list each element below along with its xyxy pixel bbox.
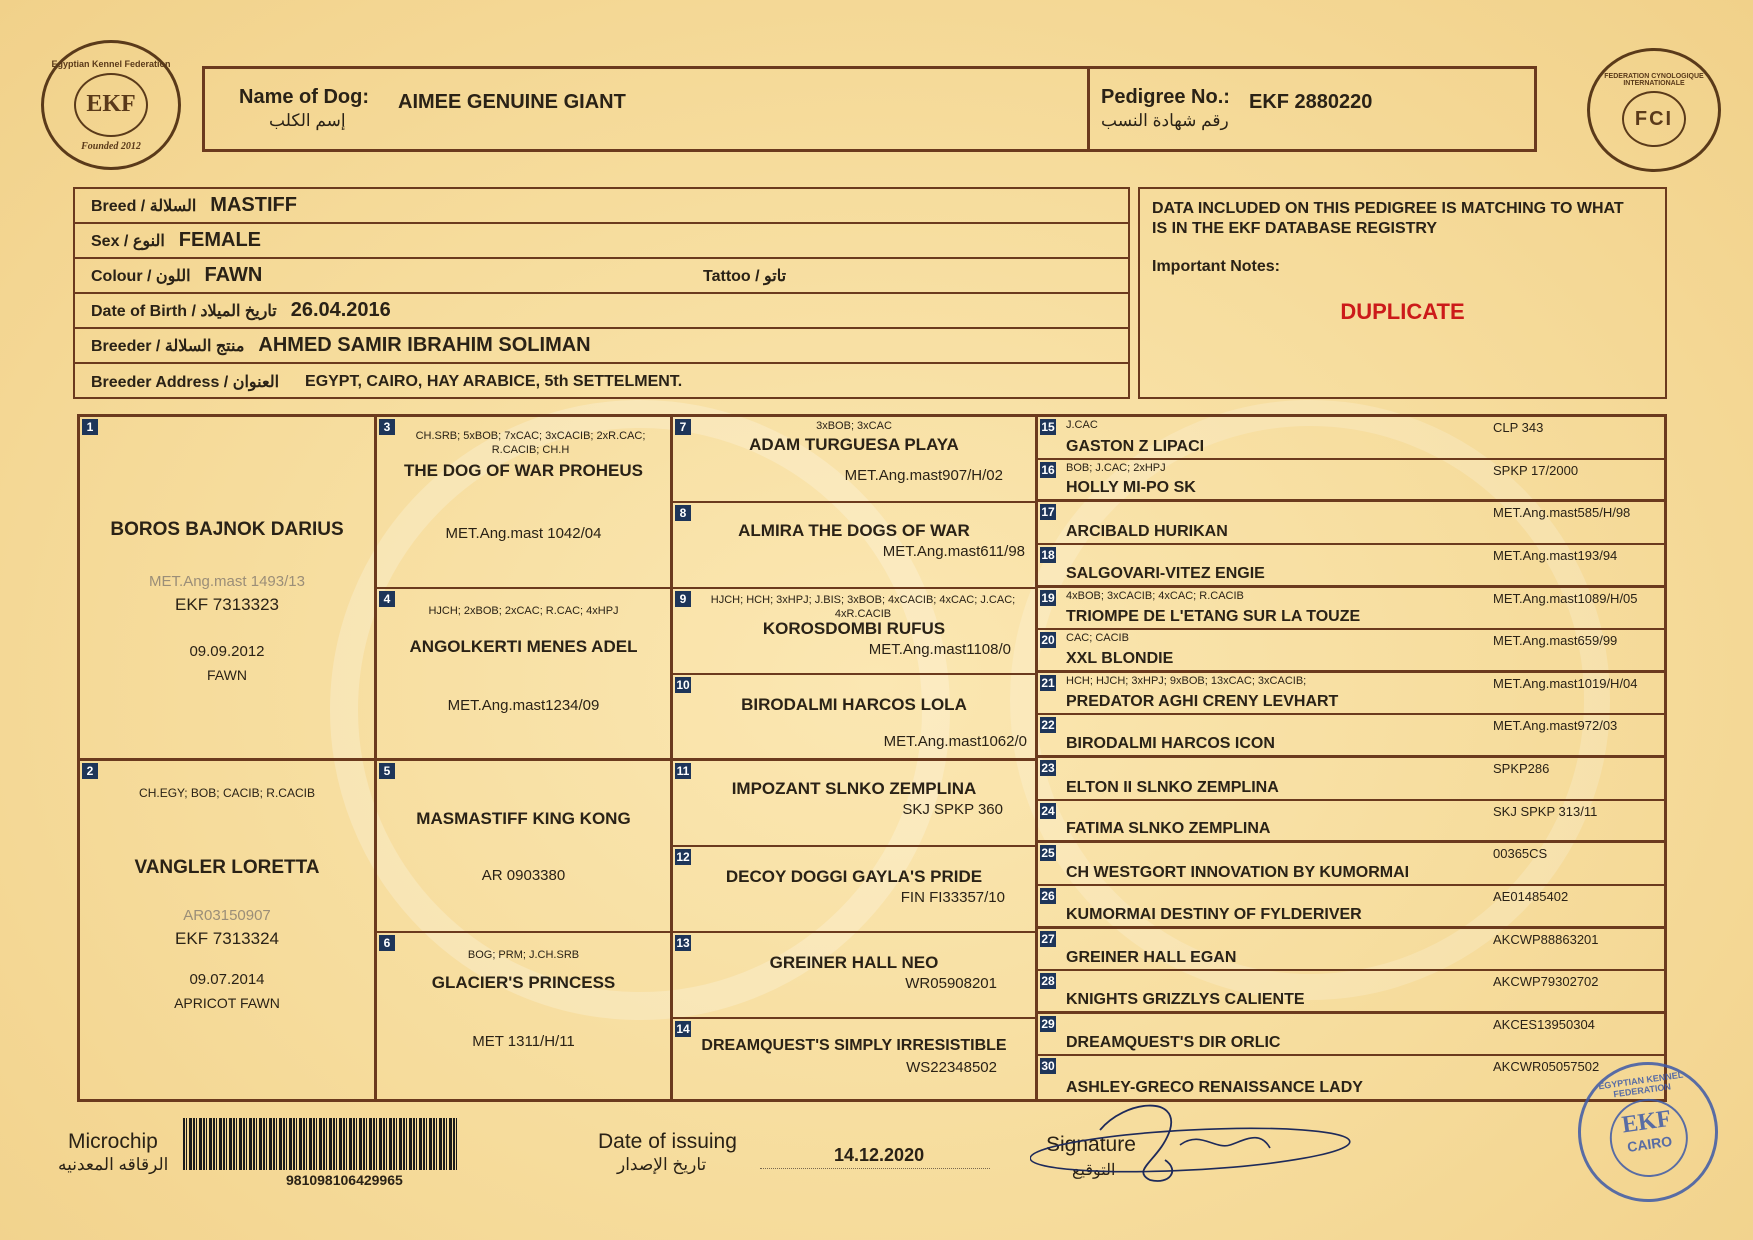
ancestor-titles: CH.SRB; 5xBOB; 7xCAC; 3xCACIB; 2xR.CAC; R.CACIB; CH.H	[415, 430, 646, 456]
ancestor-titles: CAC; CACIB	[1066, 632, 1129, 645]
ancestor-10	[673, 675, 1035, 761]
ancestor-9	[673, 589, 1035, 675]
ancestor-dob: 09.09.2012	[189, 643, 265, 660]
signature-label-ar: التوقيع	[1072, 1162, 1116, 1179]
ancestor-25	[1038, 843, 1664, 886]
ancestor-titles: BOG; PRM; J.CH.SRB	[467, 949, 580, 961]
ancestor-7	[673, 417, 1035, 503]
stamp-city-text: CAIRO	[1626, 1132, 1674, 1155]
ancestor-registration: AKCWP88863201	[1493, 931, 1599, 947]
ancestor-number: 16	[1041, 462, 1055, 477]
ancestor-4	[377, 589, 670, 761]
ancestor-titles: CH.EGY; BOB; CACIB; R.CACIB	[139, 786, 315, 800]
ancestor-name: ANGOLKERTI MENES ADEL	[409, 637, 638, 656]
ancestor-registration: SKJ SPKP 360	[902, 801, 1003, 818]
ancestor-29	[1038, 1014, 1664, 1057]
ancestor-number: 17	[1041, 505, 1055, 520]
ekf-logo-text: EKF	[86, 91, 136, 117]
ancestor-3	[377, 417, 670, 589]
ancestor-18	[1038, 545, 1664, 588]
ancestor-name: KNIGHTS GRIZZLYS CALIENTE	[1066, 990, 1305, 1008]
ancestor-22	[1038, 715, 1664, 758]
ancestor-number: 1	[82, 419, 98, 435]
ancestor-number: 23	[1041, 761, 1055, 775]
ancestor-name: ALMIRA THE DOGS OF WAR	[738, 521, 970, 540]
ancestor-name: BIRODALMI HARCOS ICON	[1066, 735, 1275, 752]
colour-row	[75, 259, 1128, 294]
ancestor-name: MASMASTIFF KING KONG	[416, 809, 631, 828]
address-label: Breeder Address / العنوان	[91, 374, 280, 391]
ancestor-name: GREINER HALL NEO	[769, 953, 939, 972]
generation-2	[377, 417, 673, 1099]
database-note-line1: DATA INCLUDED ON THIS PEDIGREE IS MATCHING TO WHAT	[1152, 200, 1624, 217]
ancestor-registration: SPKP 17/2000	[1493, 462, 1579, 478]
ancestor-19	[1038, 588, 1664, 631]
ancestor-colour: FAWN	[207, 667, 247, 683]
sex-row	[75, 224, 1128, 259]
fci-logo	[1587, 48, 1721, 172]
microchip-barcode	[183, 1118, 459, 1170]
ancestor-registration: WS22348502	[906, 1059, 997, 1076]
ancestor-number: 30	[1041, 1059, 1055, 1074]
ancestor-number: 14	[676, 1022, 690, 1036]
ancestor-registration: MET.Ang.mast585/H/98	[1493, 505, 1631, 521]
ekf-logo	[41, 40, 181, 170]
ancestor-registration: MET.Ang.mast193/94	[1493, 547, 1618, 563]
ancestor-name: CH WESTGORT INNOVATION BY KUMORMAI	[1066, 863, 1410, 881]
stamp-ring-text: EGYPTIAN KENNEL FEDERATION	[1597, 1069, 1684, 1100]
ancestor-1	[80, 417, 374, 761]
ancestor-titles: HJCH; 2xBOB; 2xCAC; R.CAC; 4xHPJ	[428, 605, 619, 617]
ancestor-26	[1038, 886, 1664, 929]
ancestor-8	[673, 503, 1035, 589]
ancestor-name: GASTON Z LIPACI	[1066, 437, 1205, 455]
ancestor-name: IMPOZANT SLNKO ZEMPLINA	[731, 779, 977, 798]
ancestor-name: HOLLY MI-PO SK	[1066, 479, 1196, 497]
ancestor-registration: MET.Ang.mast1019/H/04	[1493, 675, 1638, 691]
ancestor-14	[673, 1019, 1035, 1099]
ancestor-registration: MET.Ang.mast1234/09	[447, 697, 600, 714]
ancestor-number: 18	[1041, 547, 1055, 562]
ancestor-name: KOROSDOMBI RUFUS	[762, 619, 946, 638]
ekf-logo-founded: Founded 2012	[81, 140, 141, 152]
dob-value: 26.04.2016	[290, 299, 391, 321]
ancestor-registration: MET.Ang.mast 1042/04	[445, 525, 602, 542]
ancestor-number: 4	[379, 591, 395, 607]
ancestor-27	[1038, 929, 1664, 972]
ancestor-number: 13	[676, 936, 690, 950]
ancestor-11	[673, 761, 1035, 847]
ancestor-titles: HCH; HJCH; 3xHPJ; 9xBOB; 13xCAC; 3xCACIB;	[1066, 674, 1307, 687]
colour-value: FAWN	[204, 264, 263, 286]
ancestor-registration: AE01485402	[1493, 888, 1569, 904]
ancestor-titles: 4xBOB; 3xCACIB; 4xCAC; R.CACIB	[1066, 589, 1244, 602]
ancestor-number: 10	[676, 678, 690, 692]
address-value: EGYPT, CAIRO, HAY ARABICE, 5th SETTELMENT.	[305, 373, 683, 390]
important-notes-label: Important Notes:	[1152, 258, 1280, 275]
ancestor-registration: MET.Ang.mast659/99	[1493, 633, 1618, 649]
dog-name-label: Name of Dog:	[239, 86, 369, 108]
ancestor-registration: MET.Ang.mast1089/H/05	[1493, 590, 1638, 606]
ancestor-6	[377, 933, 670, 1099]
ancestor-registration: AR03150907	[183, 907, 271, 924]
breeder-label: Breeder / منتج السلالة	[91, 337, 245, 355]
issue-date-value: 14.12.2020	[834, 1145, 925, 1165]
sex-value: FEMALE	[178, 229, 261, 251]
ancestor-2	[80, 761, 374, 1099]
breed-row	[75, 189, 1128, 224]
ancestor-registration: MET.Ang.mast 1493/13	[149, 573, 305, 590]
ancestor-registration: AKCWR05057502	[1493, 1059, 1600, 1075]
ancestor-registration: 00365CS	[1493, 846, 1548, 862]
ancestor-dob: 09.07.2014	[189, 971, 265, 988]
ancestor-23	[1038, 758, 1664, 801]
ancestor-registration: MET.Ang.mast1062/0	[883, 733, 1027, 750]
ancestor-name: GLACIER'S PRINCESS	[431, 973, 616, 992]
signature-label: Signature	[1046, 1133, 1136, 1156]
stamp-ekf-text: EKF	[1620, 1105, 1673, 1139]
ancestor-number: 12	[676, 850, 690, 864]
sex-label: Sex / النوع	[91, 232, 165, 250]
issue-date-label: Date of issuing	[598, 1130, 737, 1153]
ancestor-number: 9	[675, 591, 691, 607]
dog-info-box	[73, 187, 1130, 399]
ancestor-name: ELTON II SLNKO ZEMPLINA	[1066, 778, 1279, 796]
ancestor-name: VANGLER LORETTA	[134, 857, 320, 878]
ancestor-number: 25	[1041, 846, 1055, 861]
ancestor-registration: AKCWP79302702	[1493, 974, 1599, 990]
ancestor-number: 21	[1041, 675, 1055, 690]
ancestor-registration: MET 1311/H/11	[472, 1033, 575, 1050]
ancestor-name: KUMORMAI DESTINY OF FYLDERIVER	[1066, 905, 1362, 923]
ancestor-21	[1038, 673, 1664, 716]
dog-name-label-ar: إسم الكلب	[269, 111, 346, 130]
ancestor-number: 5	[379, 763, 395, 779]
generation-1	[80, 417, 377, 1099]
ancestor-titles: HJCH; HCH; 3xHPJ; J.BIS; 3xBOB; 4xCACIB; 4xCAC; J.CAC; 4xR.CACIB	[710, 594, 1016, 619]
ekf-logo-ring-text: Egyptian Kennel Federation	[51, 58, 171, 69]
breeder-row	[75, 329, 1128, 364]
notes-box	[1138, 187, 1667, 399]
generation-3	[673, 417, 1038, 1099]
dog-name-value: AIMEE GENUINE GIANT	[398, 91, 626, 113]
ancestor-number: 6	[379, 935, 395, 951]
ancestor-name: GREINER HALL EGAN	[1066, 949, 1237, 967]
ancestor-registration: SKJ SPKP 313/11	[1493, 803, 1598, 819]
ancestor-number: 24	[1041, 803, 1055, 818]
ancestor-titles: J.CAC	[1066, 419, 1098, 431]
ancestor-name: DREAMQUEST'S SIMPLY IRRESISTIBLE	[701, 1037, 1007, 1054]
ancestor-24	[1038, 801, 1664, 844]
ancestor-registration: MET.Ang.mast611/98	[882, 543, 1025, 560]
microchip-label-ar: الرقاقه المعدنيه	[58, 1155, 169, 1174]
ancestor-registration: AR 0903380	[481, 867, 566, 884]
ancestor-registration: SPKP286	[1493, 761, 1550, 776]
duplicate-mark: DUPLICATE	[1340, 299, 1465, 324]
ancestor-name: BOROS BAJNOK DARIUS	[110, 519, 344, 540]
ancestor-number: 29	[1041, 1016, 1055, 1031]
breed-label: Breed / السلالة	[91, 197, 197, 215]
ancestor-name: SALGOVARI-VITEZ ENGIE	[1066, 564, 1265, 582]
ancestor-number: 19	[1041, 590, 1055, 605]
ancestor-name: ADAM TURGUESA PLAYA	[749, 435, 959, 454]
ancestor-12	[673, 847, 1035, 933]
ancestor-name: XXL BLONDIE	[1066, 649, 1174, 667]
header-box	[202, 66, 1537, 152]
ancestor-13	[673, 933, 1035, 1019]
ancestor-16	[1038, 460, 1664, 503]
ancestor-registration: CLP 343	[1493, 420, 1544, 435]
pedigree-no-label: Pedigree No.:	[1101, 86, 1230, 108]
ancestor-number: 20	[1041, 633, 1055, 648]
ancestor-number: 27	[1041, 931, 1055, 946]
microchip-number: 981098106429965	[286, 1172, 403, 1188]
ancestor-registration: WR05908201	[905, 975, 997, 992]
ancestor-colour: APRICOT FAWN	[174, 995, 280, 1011]
ancestor-name: TRIOMPE DE L'ETANG SUR LA TOUZE	[1066, 608, 1361, 626]
ancestor-28	[1038, 971, 1664, 1014]
microchip-label: Microchip	[68, 1130, 158, 1153]
ancestor-name: DECOY DOGGI GAYLA'S PRIDE	[725, 867, 983, 886]
breed-value: MASTIFF	[210, 194, 297, 216]
ancestor-number: 2	[82, 763, 98, 779]
ancestor-titles: BOB; J.CAC; 2xHPJ	[1066, 461, 1166, 474]
ancestor-registration: FIN FI33357/10	[900, 889, 1005, 906]
issue-date-label-ar: تاريخ الإصدار	[617, 1155, 707, 1174]
ancestor-name: ASHLEY-GRECO RENAISSANCE LADY	[1066, 1079, 1363, 1096]
ancestor-ekf-number: EKF 7313324	[175, 929, 279, 948]
fci-logo-text: FCI	[1634, 107, 1674, 130]
ancestor-15	[1038, 417, 1664, 460]
ancestor-number: 15	[1041, 420, 1055, 434]
fci-logo-ring-text: FEDERATION CYNOLOGIQUE INTERNATIONALE	[1604, 73, 1704, 87]
ancestor-number: 8	[675, 505, 691, 521]
tattoo-label: Tattoo / تاتو	[703, 267, 787, 285]
ancestor-number: 26	[1041, 888, 1055, 903]
ancestor-number: 11	[676, 764, 690, 778]
ancestor-number: 22	[1041, 718, 1055, 733]
pedigree-table	[77, 414, 1667, 1102]
database-note-line2: IS IN THE EKF DATABASE REGISTRY	[1152, 220, 1438, 237]
pedigree-no-label-ar: رقم شهادة النسب	[1101, 111, 1229, 130]
ancestor-name: THE DOG OF WAR PROHEUS	[404, 461, 643, 480]
dob-label: Date of Birth / تاريخ الميلاد	[91, 302, 277, 320]
ancestor-20	[1038, 630, 1664, 673]
ancestor-17	[1038, 502, 1664, 545]
issue-date-line	[760, 1168, 990, 1169]
dob-row	[75, 294, 1128, 329]
address-row	[75, 364, 1128, 400]
handwritten-signature	[1030, 1090, 1380, 1200]
ancestor-name: FATIMA SLNKO ZEMPLINA	[1066, 820, 1271, 838]
colour-label: Colour / اللون	[91, 267, 191, 285]
ancestor-titles: 3xBOB; 3xCAC	[816, 420, 892, 432]
ancestor-5	[377, 761, 670, 933]
ancestor-number: 28	[1041, 974, 1055, 989]
breeder-value: AHMED SAMIR IBRAHIM SOLIMAN	[258, 334, 591, 356]
ancestor-registration: MET.Ang.mast972/03	[1493, 718, 1618, 734]
generation-4	[1038, 417, 1664, 1099]
ancestor-name: DREAMQUEST'S DIR ORLIC	[1066, 1034, 1281, 1052]
ancestor-name: PREDATOR AGHI CRENY LEVHART	[1066, 693, 1339, 711]
ancestor-ekf-number: EKF 7313323	[175, 595, 279, 614]
ancestor-number: 7	[675, 419, 691, 435]
ancestor-name: ARCIBALD HURIKAN	[1066, 522, 1228, 540]
ancestor-registration: MET.Ang.mast1108/0	[868, 641, 1011, 658]
pedigree-no-value: EKF 2880220	[1249, 91, 1373, 113]
ancestor-registration: MET.Ang.mast907/H/02	[844, 467, 1003, 484]
ancestor-number: 3	[379, 419, 395, 435]
ancestor-name: BIRODALMI HARCOS LOLA	[741, 695, 967, 714]
ancestor-registration: AKCES13950304	[1493, 1016, 1595, 1032]
